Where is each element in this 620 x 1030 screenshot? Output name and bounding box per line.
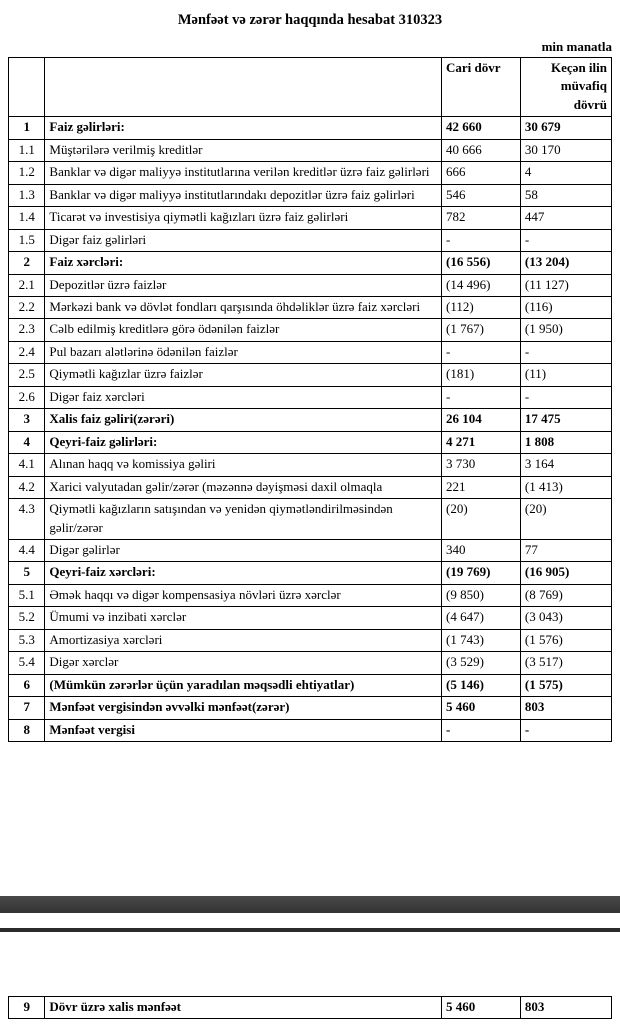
- cell-previous: -: [520, 719, 611, 741]
- table-row: [9, 539, 612, 561]
- cell-num: 3: [9, 409, 45, 431]
- cell-num: 4.4: [9, 539, 45, 561]
- cell-num: 2.6: [9, 386, 45, 408]
- table-row: [9, 162, 612, 184]
- cell-label: Digər faiz xərcləri: [45, 386, 442, 408]
- cell-previous: 803: [520, 997, 611, 1019]
- cell-current: 340: [442, 539, 521, 561]
- cell-label: Dövr üzrə xalis mənfəət: [45, 997, 442, 1019]
- cell-previous: (1 413): [520, 476, 611, 498]
- page-separator-thick: [0, 896, 620, 913]
- cell-previous: (3 517): [520, 652, 611, 674]
- cell-current: 26 104: [442, 409, 521, 431]
- cell-previous: 447: [520, 207, 611, 229]
- cell-num: 1: [9, 117, 45, 139]
- cell-label: Qeyri-faiz gəlirləri:: [45, 431, 442, 453]
- cell-num: 7: [9, 697, 45, 719]
- table-row: [9, 364, 612, 386]
- cell-num: 6: [9, 674, 45, 696]
- cell-previous: 1 808: [520, 431, 611, 453]
- cell-previous: 803: [520, 697, 611, 719]
- cell-num: 2: [9, 252, 45, 274]
- cell-current: (19 769): [442, 562, 521, 584]
- header-empty-num: [9, 58, 45, 117]
- document-title: Mənfəət və zərər haqqında hesabat 310323: [177, 12, 443, 28]
- cell-num: 1.3: [9, 184, 45, 206]
- header-row: [9, 58, 612, 117]
- cell-label: Ümumi və inzibati xərclər: [45, 607, 442, 629]
- header-previous-period: Keçən ilin müvafiq dövrü: [520, 58, 611, 117]
- cell-current: 42 660: [442, 117, 521, 139]
- cell-current: (16 556): [442, 252, 521, 274]
- cell-label: Xarici valyutadan gəlir/zərər (məzənnə dəyişməsi daxil olmaqla: [45, 476, 442, 498]
- cell-label: Alınan haqq və komissiya gəliri: [45, 454, 442, 476]
- footer-table-wrap: [0, 996, 620, 1019]
- cell-current: (9 850): [442, 584, 521, 606]
- cell-label: Ticarət və investisiya qiymətli kağızları üzrə faiz gəlirləri: [45, 207, 442, 229]
- cell-num: 5.2: [9, 607, 45, 629]
- pnl-table-body: [9, 117, 612, 742]
- cell-num: 5.3: [9, 629, 45, 651]
- table-row: [9, 296, 612, 318]
- cell-label: Müştərilərə verilmiş kreditlər: [45, 139, 442, 161]
- cell-label: Banklar və digər maliyyə institutlarındakı depozitlər üzrə faiz gəlirləri: [45, 184, 442, 206]
- pnl-footer-table: [8, 996, 612, 1019]
- table-row: [9, 652, 612, 674]
- cell-label: Qiymətli kağızlar üzrə faizlər: [45, 364, 442, 386]
- table-row: [9, 139, 612, 161]
- cell-previous: 17 475: [520, 409, 611, 431]
- header-current-period: Cari dövr: [442, 58, 521, 117]
- cell-label: Depozitlər üzrə faizlər: [45, 274, 442, 296]
- cell-previous: (3 043): [520, 607, 611, 629]
- cell-previous: -: [520, 386, 611, 408]
- table-row: [9, 117, 612, 139]
- cell-current: 546: [442, 184, 521, 206]
- cell-label: Digər xərclər: [45, 652, 442, 674]
- table-row: [9, 584, 612, 606]
- pnl-table-header: [9, 58, 612, 117]
- cell-current: (14 496): [442, 274, 521, 296]
- cell-num: 2.5: [9, 364, 45, 386]
- table-row: [9, 319, 612, 341]
- table-row: [9, 674, 612, 696]
- cell-num: 1.4: [9, 207, 45, 229]
- cell-label: Cəlb edilmiş kreditlərə görə ödənilən faizlər: [45, 319, 442, 341]
- cell-current: -: [442, 229, 521, 251]
- cell-num: 1.5: [9, 229, 45, 251]
- table-row: [9, 431, 612, 453]
- page-separator-thin: [0, 928, 620, 932]
- table-row: [9, 562, 612, 584]
- cell-label: Digər gəlirlər: [45, 539, 442, 561]
- cell-current: (4 647): [442, 607, 521, 629]
- cell-current: (20): [442, 499, 521, 540]
- table-row: [9, 499, 612, 540]
- cell-previous: 58: [520, 184, 611, 206]
- cell-current: -: [442, 719, 521, 741]
- table-row: [9, 719, 612, 741]
- cell-label: (Mümkün zərərlər üçün yaradılan məqsədli ehtiyatlar): [45, 674, 442, 696]
- table-row: [9, 409, 612, 431]
- unit-note: min manatla: [541, 39, 612, 54]
- cell-current: -: [442, 341, 521, 363]
- table-row: [9, 229, 612, 251]
- cell-current: 5 460: [442, 997, 521, 1019]
- cell-num: 4.3: [9, 499, 45, 540]
- cell-label: Mərkəzi bank və dövlət fondları qarşısında öhdəliklər üzrə faiz xərcləri: [45, 296, 442, 318]
- cell-num: 2.3: [9, 319, 45, 341]
- table-row: [9, 629, 612, 651]
- cell-label: Xalis faiz gəliri(zərəri): [45, 409, 442, 431]
- cell-num: 4.2: [9, 476, 45, 498]
- cell-num: 4.1: [9, 454, 45, 476]
- table-row: [9, 454, 612, 476]
- table-row: [9, 607, 612, 629]
- cell-previous: (1 950): [520, 319, 611, 341]
- cell-label: Faiz xərcləri:: [45, 252, 442, 274]
- cell-previous: (20): [520, 499, 611, 540]
- table-row: [9, 476, 612, 498]
- cell-previous: (11 127): [520, 274, 611, 296]
- table-row: [9, 341, 612, 363]
- cell-label: Qiymətli kağızların satışından və yenidən qiymətləndirilməsindən gəlir/zərər: [45, 499, 442, 540]
- table-row: [9, 386, 612, 408]
- cell-num: 1.2: [9, 162, 45, 184]
- table-row: [9, 184, 612, 206]
- table-row: [9, 274, 612, 296]
- cell-previous: (11): [520, 364, 611, 386]
- pnl-footer-table-body: [9, 997, 612, 1019]
- cell-num: 1.1: [9, 139, 45, 161]
- cell-current: 4 271: [442, 431, 521, 453]
- cell-current: (5 146): [442, 674, 521, 696]
- cell-num: 5: [9, 562, 45, 584]
- cell-previous: -: [520, 229, 611, 251]
- cell-label: Mənfəət vergisindən əvvəlki mənfəət(zərər): [45, 697, 442, 719]
- cell-current: 3 730: [442, 454, 521, 476]
- cell-current: (112): [442, 296, 521, 318]
- cell-label: Mənfəət vergisi: [45, 719, 442, 741]
- table-row: [9, 252, 612, 274]
- cell-previous: (13 204): [520, 252, 611, 274]
- cell-label: Pul bazarı alətlərinə ödənilən faizlər: [45, 341, 442, 363]
- cell-label: Digər faiz gəlirləri: [45, 229, 442, 251]
- cell-previous: (116): [520, 296, 611, 318]
- cell-current: 666: [442, 162, 521, 184]
- pnl-table: [8, 57, 612, 742]
- cell-label: Banklar və digər maliyyə institutlarına verilən kreditlər üzrə faiz gəlirləri: [45, 162, 442, 184]
- cell-num: 2.2: [9, 296, 45, 318]
- cell-label: Amortizasiya xərcləri: [45, 629, 442, 651]
- cell-label: Qeyri-faiz xərcləri:: [45, 562, 442, 584]
- cell-current: 5 460: [442, 697, 521, 719]
- cell-label: Əmək haqqı və digər kompensasiya növləri üzrə xərclər: [45, 584, 442, 606]
- cell-previous: (1 576): [520, 629, 611, 651]
- cell-current: 221: [442, 476, 521, 498]
- cell-current: (3 529): [442, 652, 521, 674]
- cell-current: (181): [442, 364, 521, 386]
- cell-label: Faiz gəlirləri:: [45, 117, 442, 139]
- cell-num: 2.4: [9, 341, 45, 363]
- cell-previous: 77: [520, 539, 611, 561]
- cell-current: -: [442, 386, 521, 408]
- cell-num: 4: [9, 431, 45, 453]
- cell-previous: 3 164: [520, 454, 611, 476]
- header-empty-label: [45, 58, 442, 117]
- cell-num: 5.4: [9, 652, 45, 674]
- cell-current: (1 767): [442, 319, 521, 341]
- cell-current: (1 743): [442, 629, 521, 651]
- cell-num: 9: [9, 997, 45, 1019]
- cell-previous: (16 905): [520, 562, 611, 584]
- cell-previous: 30 679: [520, 117, 611, 139]
- cell-num: 8: [9, 719, 45, 741]
- cell-previous: 4: [520, 162, 611, 184]
- cell-current: 782: [442, 207, 521, 229]
- cell-current: 40 666: [442, 139, 521, 161]
- cell-previous: (1 575): [520, 674, 611, 696]
- table-row: [9, 697, 612, 719]
- table-row: [9, 207, 612, 229]
- table-row: [9, 997, 612, 1019]
- cell-num: 2.1: [9, 274, 45, 296]
- cell-previous: 30 170: [520, 139, 611, 161]
- cell-num: 5.1: [9, 584, 45, 606]
- cell-previous: -: [520, 341, 611, 363]
- cell-previous: (8 769): [520, 584, 611, 606]
